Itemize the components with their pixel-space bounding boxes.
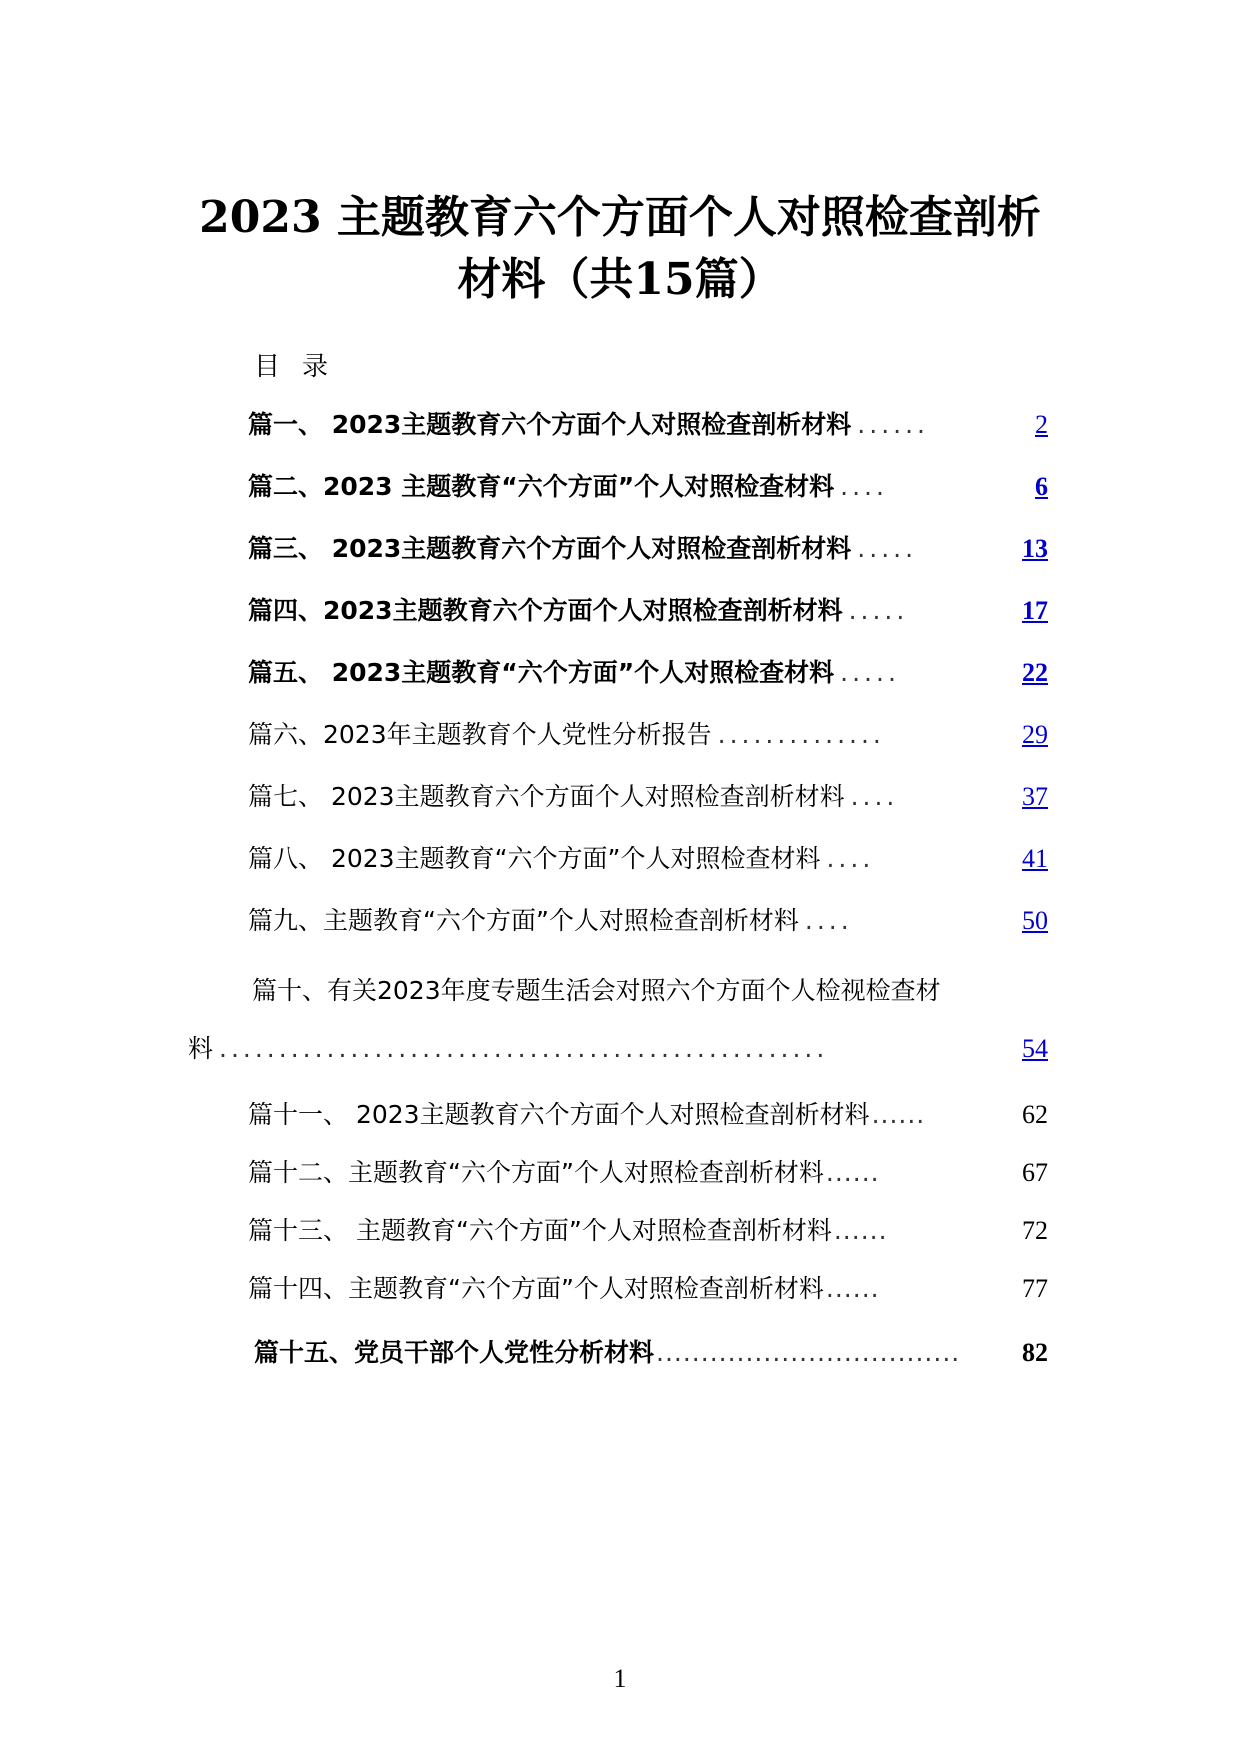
toc-entry-label: 篇四、2023主题教育六个方面个人对照检查剖析材料 <box>248 596 843 625</box>
toc-leader: ...... <box>825 1158 880 1187</box>
toc-entry-7[interactable] <box>248 774 1048 814</box>
toc-leader: ..... <box>857 534 918 563</box>
toc-leader: ................................................... <box>219 1034 829 1063</box>
toc-page-link[interactable]: 37 <box>1022 782 1048 811</box>
toc-leader: .... <box>826 844 875 873</box>
toc-leader: .... <box>840 472 888 501</box>
toc-leader: ...... <box>857 410 929 439</box>
toc-entry-3[interactable] <box>248 526 1048 566</box>
toc-entry-label: 篇六、2023年主题教育个人党性分析报告 <box>248 720 712 749</box>
toc-entry-8[interactable] <box>248 836 1048 876</box>
toc-entry-label: 篇十四、主题教育“六个方面”个人对照检查剖析材料 <box>248 1274 824 1303</box>
toc-leader: ...... <box>833 1216 888 1245</box>
toc-leader: .................................. <box>656 1338 961 1367</box>
toc-page-number[interactable]: 72 <box>1022 1216 1048 1245</box>
toc-entry-label: 料 <box>188 1034 214 1063</box>
toc-page-link[interactable]: 41 <box>1022 844 1048 873</box>
toc-leader: .... <box>850 782 899 811</box>
toc-entry-label: 篇二、2023 主题教育“六个方面”个人对照检查材料 <box>248 472 835 501</box>
toc-leader: ...... <box>825 1274 880 1303</box>
toc-leader: .............. <box>717 720 885 749</box>
toc-entry-label: 篇十二、主题教育“六个方面”个人对照检查剖析材料 <box>248 1158 824 1187</box>
toc-page-number[interactable]: 62 <box>1022 1100 1048 1129</box>
toc-entry-5[interactable] <box>248 650 1048 690</box>
toc-entry-10[interactable] <box>188 1026 1048 1066</box>
toc-page-link[interactable]: 6 <box>1035 472 1048 501</box>
toc-entry-4[interactable] <box>248 588 1048 628</box>
toc-heading: 目录 <box>254 352 351 382</box>
toc-page-link[interactable]: 50 <box>1022 906 1048 935</box>
document-title-line2: 材料（共15篇） <box>457 254 783 305</box>
toc-entry-label: 篇一、 2023主题教育六个方面个人对照检查剖析材料 <box>248 410 852 439</box>
toc-leader: ..... <box>840 658 900 687</box>
toc-page-number[interactable]: 77 <box>1022 1274 1048 1303</box>
toc-page-link[interactable]: 17 <box>1022 596 1048 625</box>
toc-entry-label: 篇八、 2023主题教育“六个方面”个人对照检查材料 <box>248 844 821 873</box>
toc-entry-12[interactable] <box>248 1150 1048 1190</box>
toc-entry-label: 篇十三、 主题教育“六个方面”个人对照检查剖析材料 <box>248 1216 832 1245</box>
toc-entry-13[interactable] <box>248 1208 1048 1248</box>
toc-page-link[interactable]: 22 <box>1022 658 1048 687</box>
toc-entry-label: 篇五、 2023主题教育“六个方面”个人对照检查材料 <box>248 658 835 687</box>
toc-page-number[interactable]: 67 <box>1022 1158 1048 1187</box>
toc-page-number[interactable]: 82 <box>1022 1338 1048 1367</box>
toc-entry-label: 篇九、主题教育“六个方面”个人对照检查剖析材料 <box>248 906 799 935</box>
toc-entry-14[interactable] <box>248 1266 1048 1306</box>
toc-page-link[interactable]: 54 <box>1022 1034 1048 1063</box>
toc-leader: ...... <box>871 1100 926 1129</box>
toc-entry-9[interactable] <box>248 898 1048 938</box>
toc-entry-1[interactable] <box>248 402 1048 442</box>
toc-entry-label: 篇十五、党员干部个人党性分析材料 <box>254 1338 655 1367</box>
toc-entry-2[interactable] <box>248 464 1048 504</box>
toc-entry-6[interactable] <box>248 712 1048 752</box>
toc-entry-15[interactable] <box>254 1330 1048 1370</box>
document-title-line1: 2023 主题教育六个方面个人对照检查剖析 <box>199 192 1041 243</box>
toc-entry-label: 篇十一、 2023主题教育六个方面个人对照检查剖析材料 <box>248 1100 870 1129</box>
page-number: 1 <box>613 1664 627 1693</box>
toc-entry-label: 篇七、 2023主题教育六个方面个人对照检查剖析材料 <box>248 782 845 811</box>
toc-leader: ..... <box>848 596 909 625</box>
toc-page-link[interactable]: 2 <box>1035 410 1048 439</box>
toc-entry-11[interactable] <box>248 1092 1048 1132</box>
toc-page-link[interactable]: 29 <box>1022 720 1048 749</box>
toc-entry-10-label-line1: 篇十、有关2023年度专题生活会对照六个方面个人检视检查材 <box>252 976 941 1005</box>
toc-page-link[interactable]: 13 <box>1022 534 1048 563</box>
toc-entry-label: 篇三、 2023主题教育六个方面个人对照检查剖析材料 <box>248 534 852 563</box>
toc-leader: .... <box>804 906 853 935</box>
